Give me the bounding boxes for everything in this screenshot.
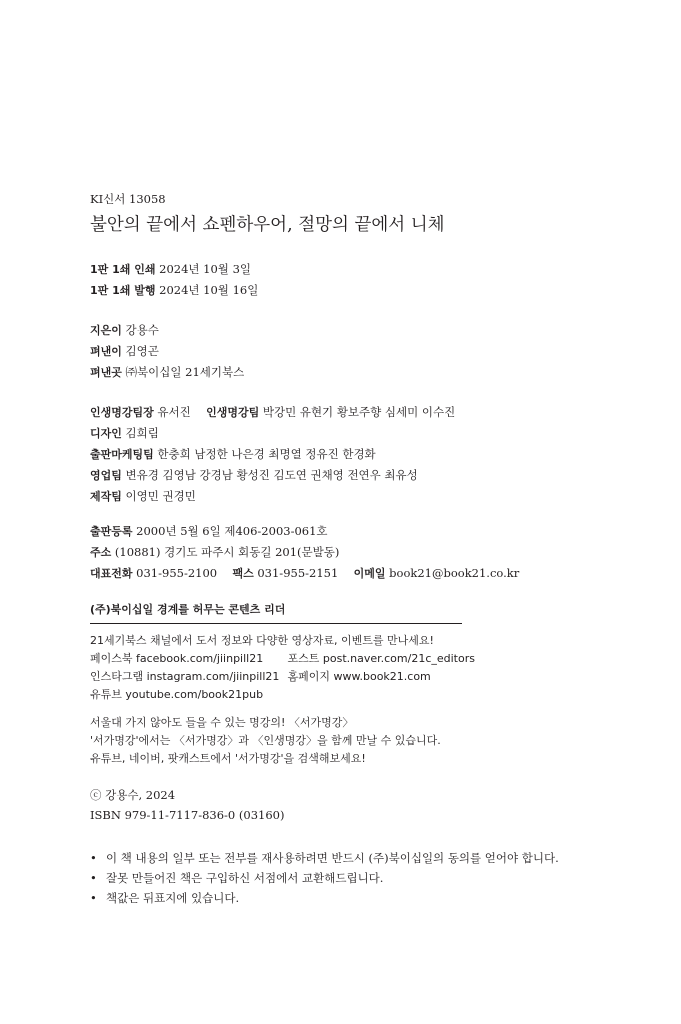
phone-value: 031-955-2100: [136, 566, 218, 580]
bullet-icon: •: [90, 851, 97, 865]
email-label: 이메일: [353, 567, 386, 580]
edition-print-label: 1판 1쇄 인쇄: [90, 263, 156, 276]
note-item: [90, 890, 239, 906]
edition-print-value: 2024년 10월 3일: [159, 262, 251, 276]
note-text: 책값은 뒤표지에 있습니다.: [106, 891, 240, 905]
promo-line-2: '서가명강'에서는 〈서가명강〉과 〈인생명강〉을 함께 만날 수 있습니다.: [90, 734, 441, 747]
team-lead-value: 유서진: [157, 405, 191, 419]
note-item: [90, 870, 383, 886]
publisher-address: [90, 544, 339, 561]
publisher-label: 펴낸곳: [90, 366, 122, 379]
fax-value: 031-955-2151: [257, 566, 339, 580]
author-label: 지은이: [90, 324, 122, 337]
note-text: 이 책 내용의 일부 또는 전부를 재사용하려면 반드시 (주)북이십일의 동의를 얻어야 합니다.: [106, 851, 559, 865]
sales-value: 변유경 김영남 강경남 황성진 김도연 권채영 전연우 최유성: [125, 468, 418, 482]
marketing-value: 한충희 남정한 나은경 최명열 정유진 한경화: [157, 447, 376, 461]
registration-value: 2000년 5월 6일 제406-2003-061호: [136, 524, 328, 538]
publisher-contact: [90, 565, 519, 582]
channels-row-1: [90, 651, 475, 667]
production-label: 제작팀: [90, 490, 122, 503]
fax-label: 팩스: [232, 567, 254, 580]
registration-label: 출판등록: [90, 525, 133, 538]
address-label: 주소: [90, 546, 112, 559]
design-value: 김희림: [125, 426, 159, 440]
note-item: [90, 850, 559, 866]
edition-publish: [90, 282, 258, 299]
team-lead-label: 인생명강팀장: [90, 406, 154, 419]
publisher-registration: [90, 523, 328, 540]
facebook-link[interactable]: 페이스북 facebook.com/jiinpill21: [90, 652, 264, 665]
production-value: 이영민 권경민: [125, 489, 196, 503]
homepage-link[interactable]: 홈페이지 www.book21.com: [287, 670, 431, 683]
staff-marketing: [90, 446, 376, 463]
team-value: 박강민 유현기 황보주향 심세미 이수진: [262, 405, 456, 419]
post-link[interactable]: 포스트 post.naver.com/21c_editors: [287, 652, 475, 665]
author-value: 강용수: [125, 323, 159, 337]
promo-line-3: 유튜브, 네이버, 팟캐스트에서 '서가명강'을 검색해보세요!: [90, 752, 366, 765]
channels-row-2: [90, 669, 431, 685]
publisher-person-value: 김영곤: [125, 344, 159, 358]
bullet-icon: •: [90, 871, 97, 885]
marketing-label: 출판마케팅팀: [90, 448, 154, 461]
credit-publisher-person: [90, 343, 159, 360]
staff-team-lead: [90, 404, 455, 421]
channels-intro: 21세기북스 채널에서 도서 정보와 다양한 영상자료, 이벤트를 만나세요!: [90, 634, 434, 647]
instagram-link[interactable]: 인스타그램 instagram.com/jiinpill21: [90, 670, 280, 683]
brand-line: (주)북이십일 경계를 허무는 콘텐츠 리더: [90, 603, 286, 616]
address-value: (10881) 경기도 파주시 회동길 201(문발동): [114, 545, 340, 559]
book-title: 불안의 끝에서 쇼펜하우어, 절망의 끝에서 니체: [90, 215, 445, 235]
credit-author: [90, 322, 159, 339]
edition-publish-value: 2024년 10월 16일: [159, 283, 259, 297]
phone-label: 대표전화: [90, 567, 133, 580]
staff-design: [90, 425, 159, 442]
credit-publisher: [90, 364, 244, 381]
channels-row-3: [90, 687, 263, 703]
staff-production: [90, 488, 196, 505]
staff-sales: [90, 467, 418, 484]
isbn: ISBN 979-11-7117-836-0 (03160): [90, 808, 285, 822]
design-label: 디자인: [90, 427, 122, 440]
divider-rule: [90, 623, 462, 624]
team-label: 인생명강팀: [206, 406, 260, 419]
sales-label: 영업팀: [90, 469, 122, 482]
email-value: book21@book21.co.kr: [389, 566, 520, 580]
youtube-link[interactable]: 유튜브 youtube.com/book21pub: [90, 688, 264, 701]
edition-print: [90, 261, 251, 278]
edition-publish-label: 1판 1쇄 발행: [90, 284, 156, 297]
bullet-icon: •: [90, 891, 97, 905]
publisher-value: ㈜북이십일 21세기북스: [125, 365, 245, 379]
copyright-notice: ⓒ 강용수, 2024: [90, 788, 176, 802]
series-number: KI신서 13058: [90, 192, 166, 206]
note-text: 잘못 만들어진 책은 구입하신 서점에서 교환해드립니다.: [106, 871, 384, 885]
publisher-person-label: 펴낸이: [90, 345, 122, 358]
promo-line-1: 서울대 가지 않아도 들을 수 있는 명강의! 〈서가명강〉: [90, 716, 354, 729]
